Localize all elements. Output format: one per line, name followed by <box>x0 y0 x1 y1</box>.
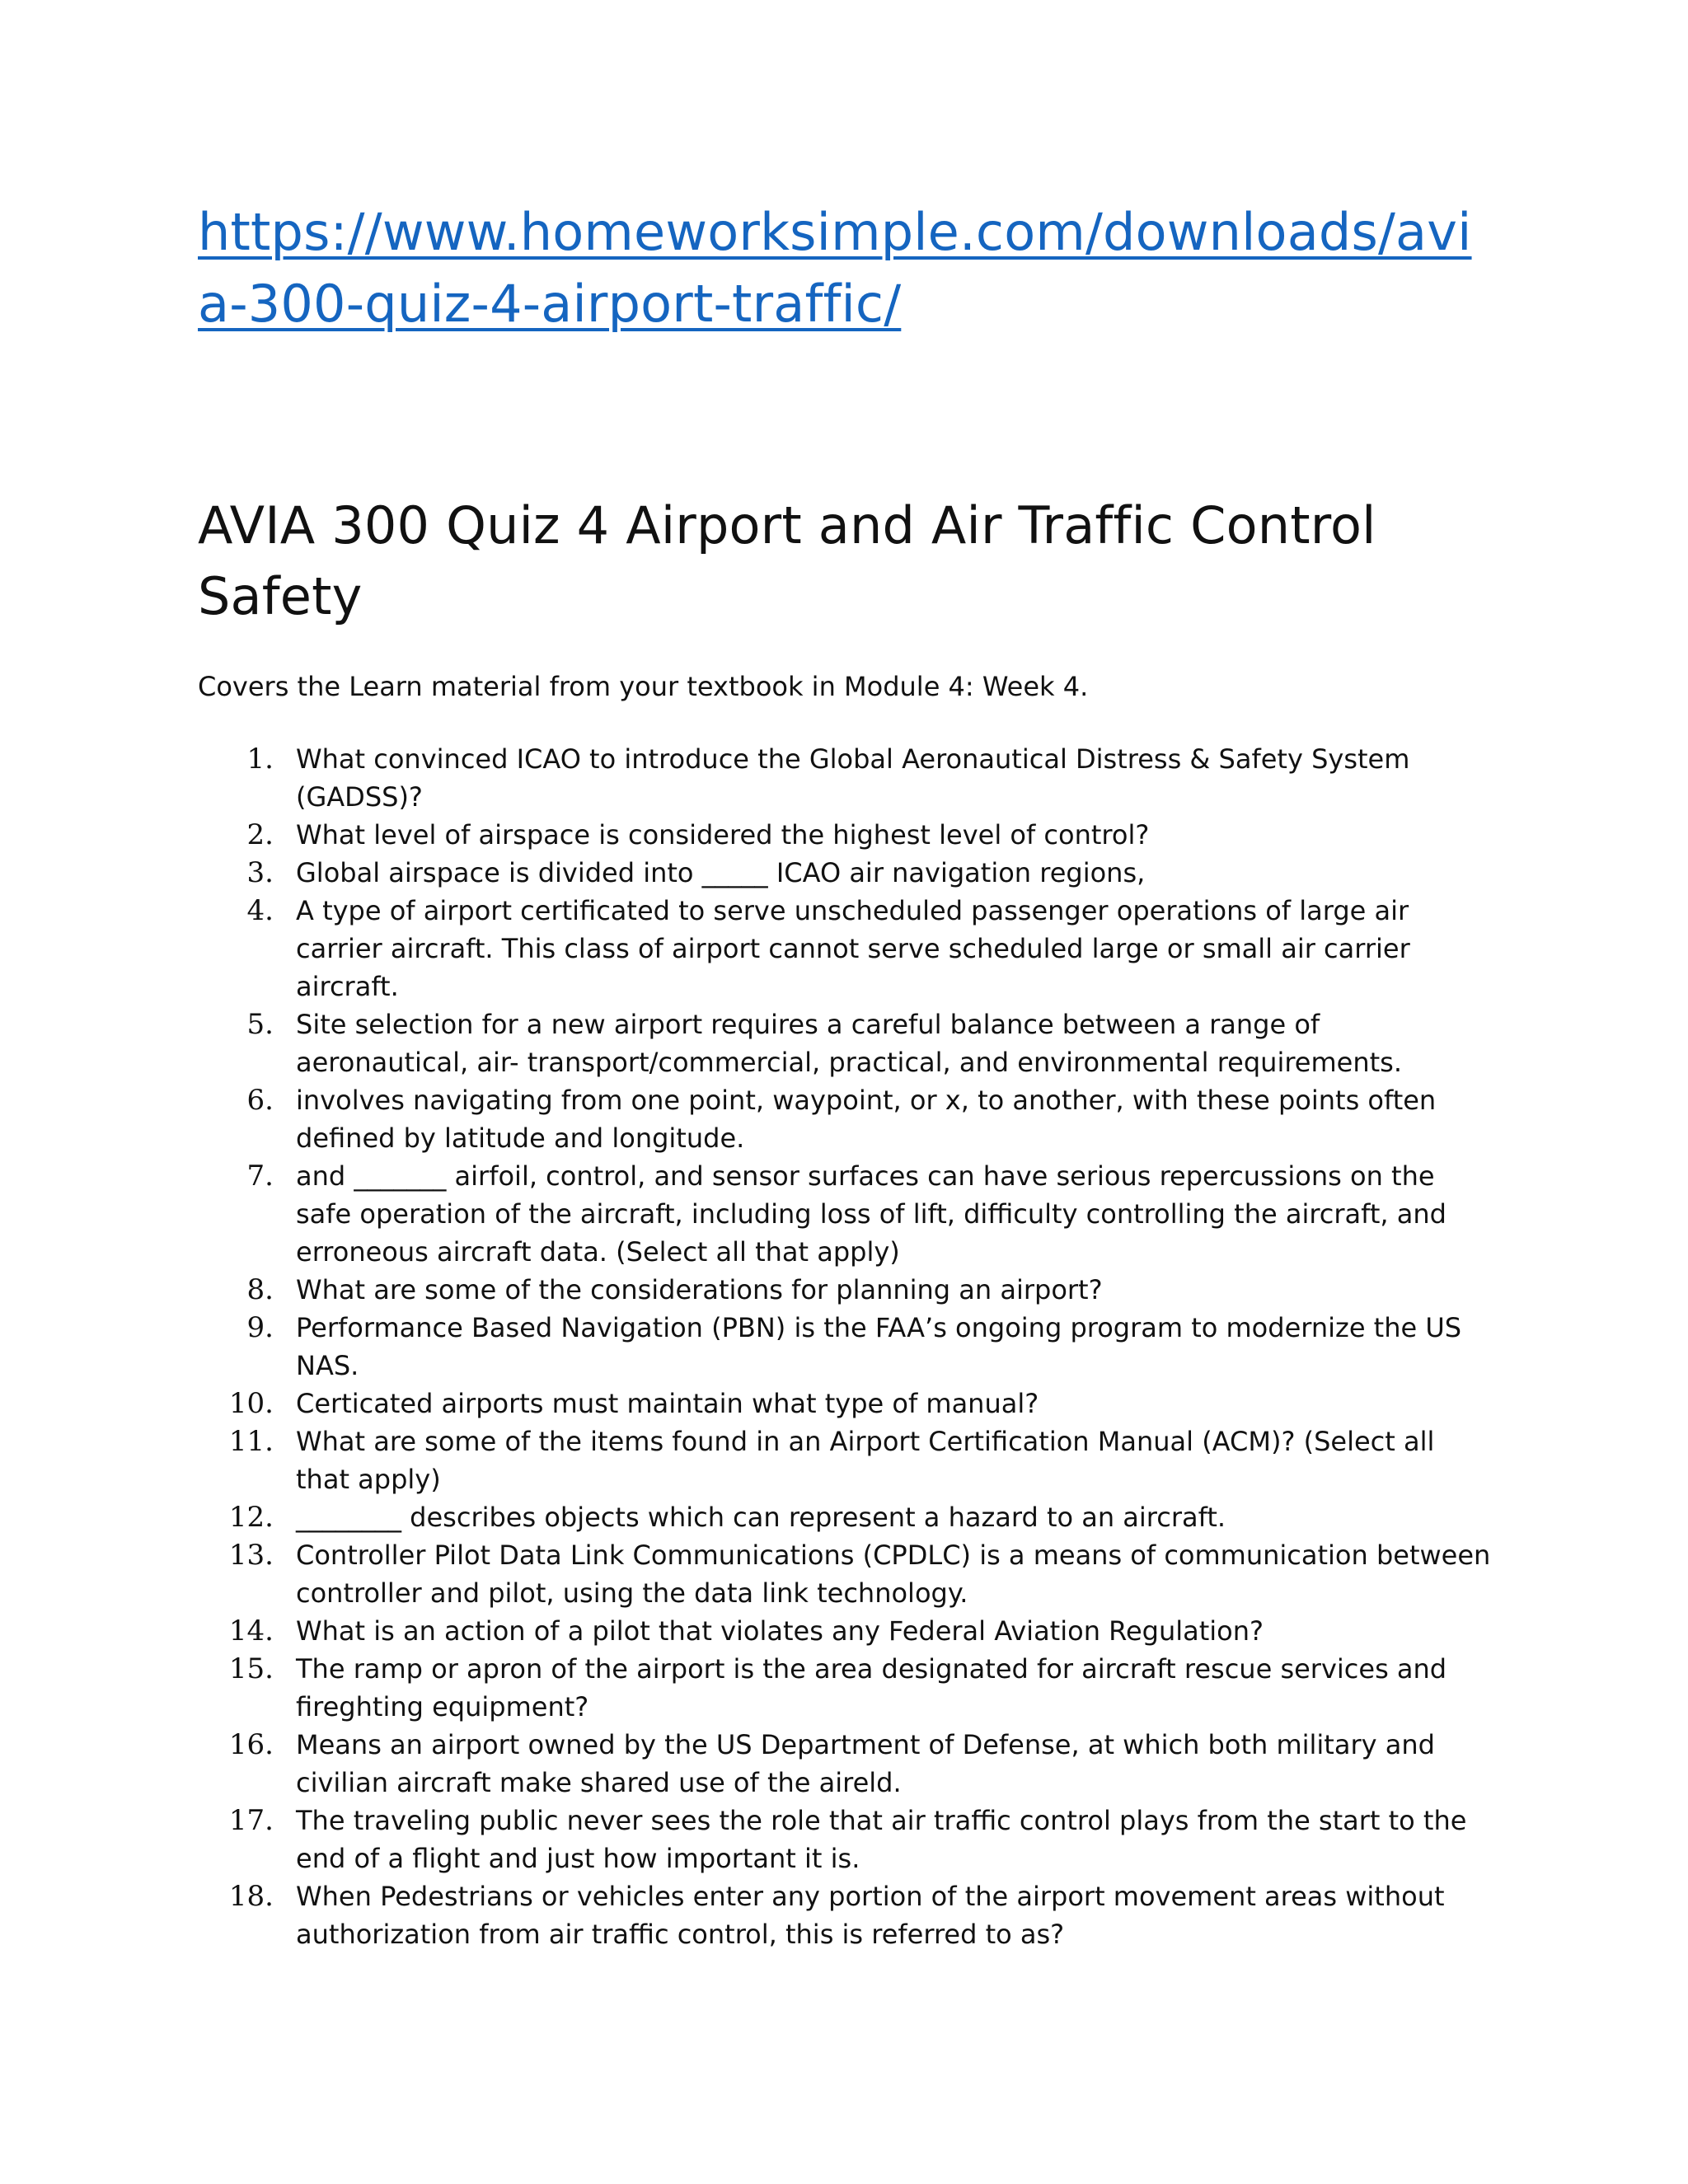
question-item <box>198 1877 1492 1953</box>
question-item <box>198 1005 1492 1081</box>
question-number: 11. <box>228 1425 274 1458</box>
question-number: 10. <box>228 1387 274 1420</box>
question-text: involves navigating from one point, waypoint, or x, to another, with these points often defined by latitude and longitude. <box>296 1085 1437 1154</box>
question-number: 2. <box>246 818 274 851</box>
question-number: 15. <box>228 1652 274 1685</box>
question-number: 3. <box>246 856 274 889</box>
question-text: Performance Based Navigation (PBN) is the FAA’s ongoing program to modernize the US NAS. <box>296 1312 1462 1381</box>
question-text: What level of airspace is considered the highest level of control? <box>296 819 1150 851</box>
question-item <box>198 816 1492 854</box>
question-text: A type of airport certificated to serve unscheduled passenger operations of large air carrier aircraft. This class of airport cannot serve scheduled large or small air carrier aircraft. <box>296 895 1410 1002</box>
question-text: Global airspace is divided into _____ ICAO air navigation regions, <box>296 857 1146 888</box>
intro-paragraph: Covers the Learn material from your textbook in Module 4: Week 4. <box>198 671 1089 702</box>
question-item <box>198 1612 1492 1650</box>
question-item <box>198 740 1492 816</box>
question-number: 6. <box>246 1084 274 1117</box>
question-number: 4. <box>246 894 274 927</box>
question-text: Site selection for a new airport requires a careful balance between a range of aeronautical, air- transport/commercial, practical, and environmental requirements. <box>296 1009 1403 1078</box>
question-text: When Pedestrians or vehicles enter any portion of the airport movement areas without authorization from air traffic control, this is referred to as? <box>296 1881 1445 1950</box>
question-number: 12. <box>228 1501 274 1534</box>
question-text: The ramp or apron of the airport is the area designated for aircraft rescue services and fireghting equipment? <box>296 1653 1447 1722</box>
question-number: 16. <box>228 1728 274 1761</box>
question-text: What are some of the considerations for planning an airport? <box>296 1274 1103 1305</box>
question-text: What is an action of a pilot that violates any Federal Aviation Regulation? <box>296 1615 1264 1647</box>
question-item <box>198 1726 1492 1802</box>
question-text: ________ describes objects which can represent a hazard to an aircraft. <box>296 1502 1226 1533</box>
question-text: Certicated airports must maintain what type of manual? <box>296 1388 1039 1419</box>
question-text: The traveling public never sees the role that air traffic control plays from the start to the end of a flight and just how important it is. <box>296 1805 1467 1874</box>
question-number: 7. <box>246 1160 274 1193</box>
document-title: AVIA 300 Quiz 4 Airport and Air Traffic Control Safety <box>198 495 1376 626</box>
question-item <box>198 1309 1492 1385</box>
question-item <box>198 1802 1492 1877</box>
question-number: 17. <box>228 1804 274 1837</box>
question-number: 13. <box>228 1539 274 1572</box>
question-item <box>198 1536 1492 1612</box>
question-text: Means an airport owned by the US Department of Defense, at which both military and civilian aircraft make shared use of the aireld. <box>296 1729 1435 1798</box>
question-number: 8. <box>246 1273 274 1306</box>
question-text: What convinced ICAO to introduce the Global Aeronautical Distress & Safety System (GADSS)? <box>296 743 1410 813</box>
question-item <box>198 1650 1492 1726</box>
question-text: and _______ airfoil, control, and sensor surfaces can have serious repercussions on the safe operation of the aircraft, including loss of lift, difficulty controlling the aircraft, and erroneous aircraft data. (Select all that apply) <box>296 1160 1447 1268</box>
question-number: 18. <box>228 1880 274 1913</box>
question-item <box>198 1081 1492 1157</box>
question-number: 9. <box>246 1311 274 1344</box>
question-text: What are some of the items found in an Airport Certification Manual (ACM)? (Select all that apply) <box>296 1426 1435 1495</box>
question-list <box>198 740 1492 1953</box>
question-item <box>198 892 1492 1005</box>
question-number: 14. <box>228 1615 274 1647</box>
question-number: 1. <box>246 743 274 776</box>
question-item <box>198 1157 1492 1271</box>
question-item <box>198 1498 1492 1536</box>
question-item <box>198 854 1492 892</box>
question-item <box>198 1385 1492 1422</box>
question-text: Controller Pilot Data Link Communications (CPDLC) is a means of communication between controller and pilot, using the data link technology. <box>296 1540 1491 1609</box>
source-link[interactable]: https://www.homeworksimple.com/downloads/avia-300-quiz-4-airport-traffic/ <box>198 202 1472 334</box>
question-number: 5. <box>246 1008 274 1041</box>
question-item <box>198 1271 1492 1309</box>
question-item <box>198 1422 1492 1498</box>
